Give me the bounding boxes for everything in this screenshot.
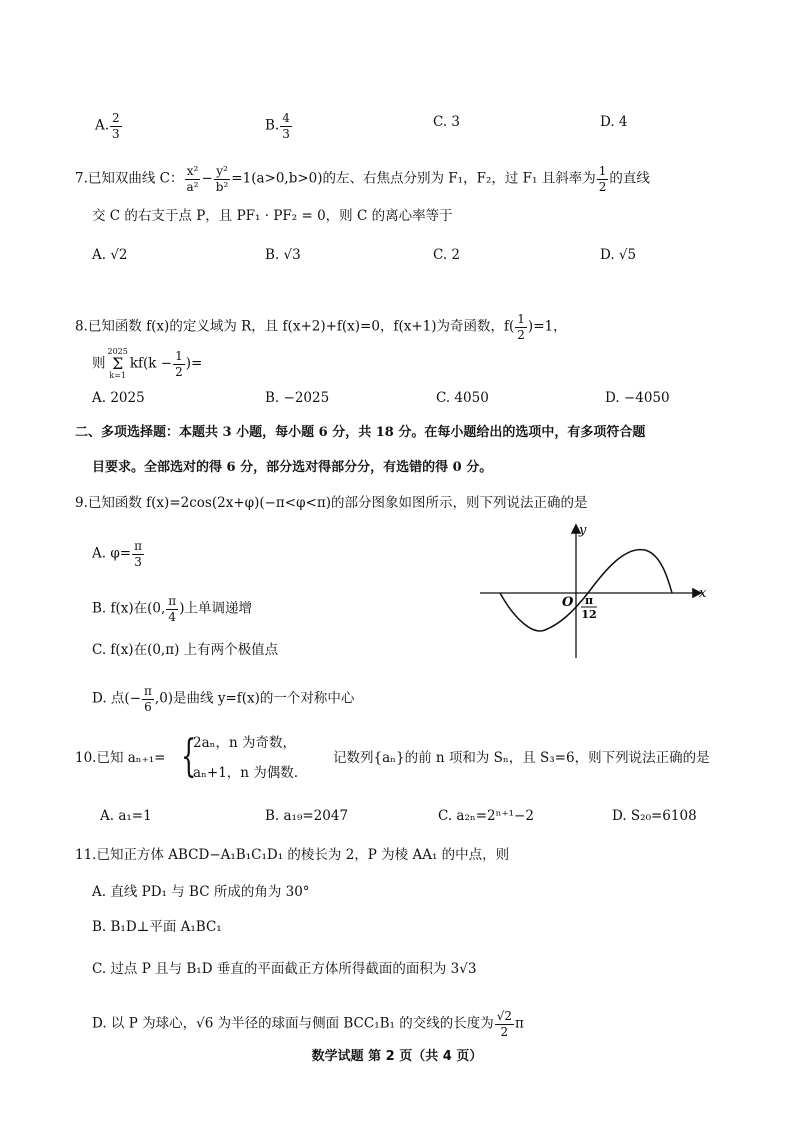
x-axis-label: x (699, 586, 707, 601)
section-2-heading-line1: 二、多项选择题：本题共 3 小题，每小题 6 分，共 18 分。在每小题给出的选项中，有多项符合题 (75, 425, 646, 440)
fraction (280, 112, 292, 140)
fraction-denominator: a² (186, 179, 199, 194)
fraction-numerator: 1 (175, 348, 183, 363)
q6-option-b (265, 111, 293, 141)
fraction (185, 165, 201, 193)
fraction-denominator: 3 (134, 554, 142, 569)
tick-denominator: 12 (581, 608, 597, 621)
sigma-symbol: Σ (112, 354, 124, 373)
fraction (110, 112, 122, 140)
q7-option-b: B. √3 (265, 247, 301, 263)
q7-option-a: A. √2 (92, 247, 128, 263)
text: ,0)是曲线 y=f(x)的一个对称中心 (154, 690, 355, 707)
text: =1(a>0,b>0)的左、右焦点分别为 F₁，F₂，过 F₁ 且斜率为 (231, 170, 596, 187)
option-label: A. (95, 117, 110, 134)
q6-option-a (95, 111, 123, 141)
fraction-denominator: 6 (144, 699, 152, 714)
fraction-numerator: 1 (598, 164, 607, 178)
q9-function-graph (475, 520, 715, 665)
q9-stem: 9.已知函数 f(x)=2cos(2x+φ)(−π<φ<π)的部分图象如图所示，则下列说法正确的是 (75, 495, 588, 511)
q9-option-b (92, 594, 252, 624)
text: D. 点(− (92, 690, 142, 707)
option-label: B. (265, 117, 280, 134)
fraction-numerator: π (144, 684, 152, 698)
q10-case-2: aₙ+1，n 为偶数. (193, 765, 299, 781)
text: π (515, 1015, 524, 1032)
text: kf(k − (129, 355, 173, 372)
q9-option-d (92, 684, 355, 714)
q10-stem-post: 记数列{aₙ}的前 n 项和为 Sₙ，且 S₃=6，则下列说法正确的是 (333, 750, 710, 766)
sum-lower-limit: k=1 (109, 371, 126, 380)
text: )=1， (527, 318, 567, 335)
q6-option-c: C. 3 (433, 114, 461, 130)
text: 的直线 (609, 170, 650, 187)
q9-option-a (92, 539, 145, 569)
fraction (495, 1010, 514, 1038)
q8-option-d: D. −4050 (605, 390, 670, 406)
q10-option-c: C. a₂ₙ=2ⁿ⁺¹−2 (438, 808, 534, 824)
q7-option-d: D. √5 (600, 247, 637, 263)
q8-option-b: B. −2025 (265, 390, 330, 406)
fraction-denominator: 3 (112, 126, 120, 141)
q8-option-c: C. 4050 (436, 390, 489, 406)
y-axis-label: y (579, 523, 587, 538)
q11-option-a: A. 直线 PD₁ 与 BC 所成的角为 30° (92, 884, 310, 900)
fraction-denominator: b² (215, 179, 229, 194)
q8-stem-line1 (75, 312, 567, 342)
fraction-denominator: 2 (175, 364, 183, 379)
sum-upper-limit: 2025 (107, 347, 128, 356)
fraction-numerator: 4 (282, 111, 290, 125)
section-2-heading-line2: 目要求。全部选对的得 6 分，部分选对得部分分，有选错的得 0 分。 (92, 460, 493, 475)
q9-option-c: C. f(x)在(0,π) 上有两个极值点 (92, 642, 279, 658)
left-brace: { (181, 731, 197, 782)
q7-stem-line1 (75, 164, 650, 194)
text: D. 以 P 为球心，√6 为半径的球面与侧面 BCC₁B₁ 的交线的长度为 (92, 1015, 494, 1032)
tick-numerator: π (584, 594, 594, 607)
fraction-numerator: π (134, 539, 142, 553)
q10-case-1: 2aₙ，n 为奇数， (193, 735, 296, 751)
fraction (142, 685, 154, 713)
fraction-numerator: 1 (517, 312, 525, 326)
fraction (515, 313, 527, 341)
q10-stem-pre: 10.已知 aₙ₊₁= (75, 750, 166, 766)
summation (108, 348, 128, 380)
q10-option-b: B. a₁₉=2047 (265, 808, 349, 824)
q11-option-c: C. 过点 P 且与 B₁D 垂直的平面截正方体所得截面的面积为 3√3 (92, 961, 477, 977)
fraction-numerator: x² (185, 165, 201, 180)
text: 8.已知函数 f(x)的定义域为 R，且 f(x+2)+f(x)=0，f(x+1)为奇函数，f( (75, 318, 515, 335)
fraction-numerator: √2 (496, 1009, 513, 1023)
q11-option-b: B. B₁D⊥平面 A₁BC₁ (92, 919, 222, 935)
fraction-denominator: 3 (282, 126, 290, 141)
text: 7.已知双曲线 C： (75, 170, 184, 187)
page-footer: 数学试题 第 2 页（共 4 页） (311, 1049, 483, 1064)
fraction-numerator: y² (214, 165, 231, 180)
fraction (132, 540, 144, 568)
q10-option-d: D. S₂₀=6108 (612, 808, 697, 824)
fraction-denominator: 2 (500, 1024, 509, 1039)
text: − (201, 170, 213, 187)
text: )上单调递增 (179, 600, 252, 617)
q11-stem: 11.已知正方体 ABCD−A₁B₁C₁D₁ 的棱长为 2，P 为棱 AA₁ 的中点，则 (75, 847, 510, 863)
q11-option-d (92, 1009, 524, 1039)
fraction (166, 595, 178, 623)
q8-option-a: A. 2025 (92, 390, 145, 406)
q7-stem-line2: 交 C 的右支于点 P，且 PF₁ · PF₂ = 0，则 C 的离心率等于 (92, 208, 453, 224)
text: 则 (92, 355, 106, 372)
fraction-denominator: 2 (517, 327, 525, 342)
q7-option-c: C. 2 (433, 247, 461, 263)
text: )= (185, 355, 203, 372)
q8-stem-line2 (92, 348, 202, 378)
fraction (214, 165, 231, 193)
text: B. f(x)在(0, (92, 600, 166, 617)
fraction-numerator: 2 (112, 111, 120, 125)
text: A. φ= (92, 545, 132, 562)
fraction-denominator: 2 (598, 179, 607, 194)
q6-option-d: D. 4 (600, 114, 628, 130)
fraction (173, 350, 185, 378)
origin-label: O (562, 595, 574, 610)
fraction (597, 165, 609, 193)
fraction-denominator: 4 (168, 609, 177, 624)
q10-option-a: A. a₁=1 (100, 808, 152, 824)
fraction-numerator: π (168, 594, 177, 608)
